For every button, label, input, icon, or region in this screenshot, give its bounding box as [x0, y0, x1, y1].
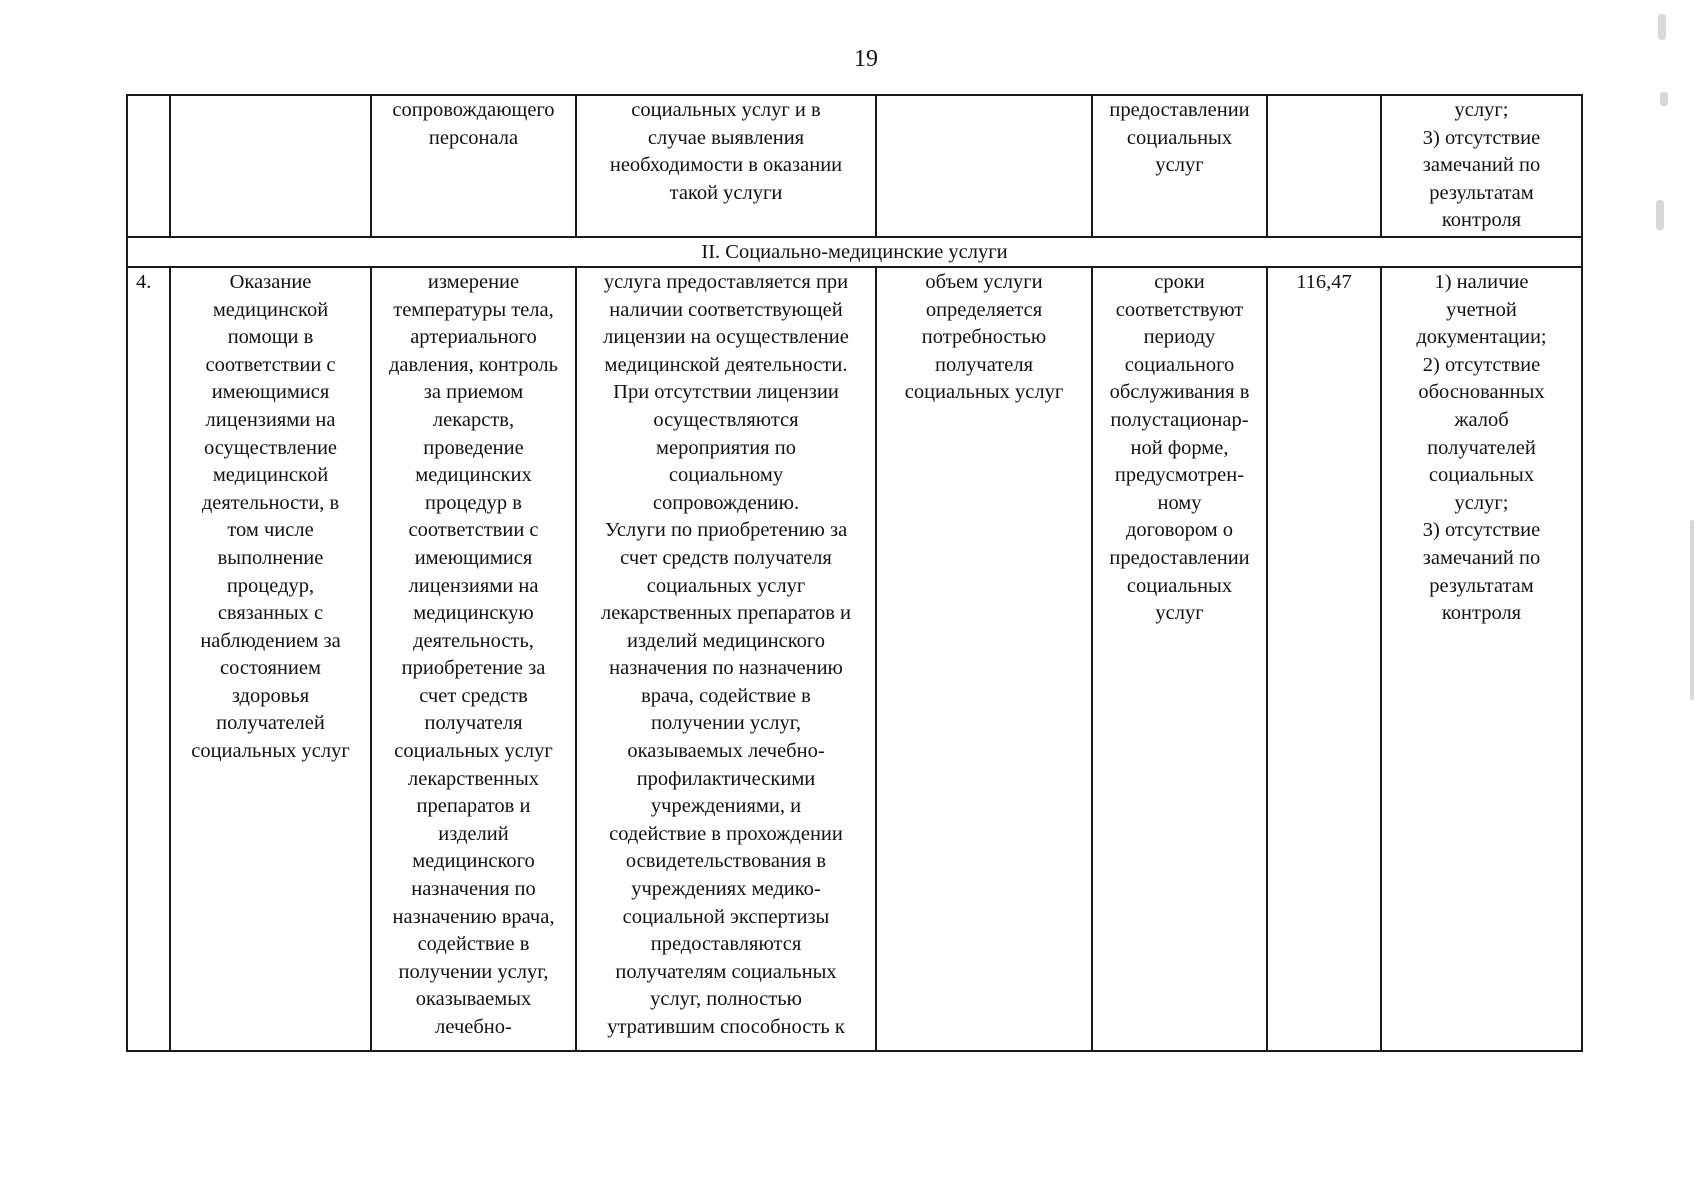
cell-line: результатам [1429, 574, 1534, 597]
cell-line: процедур в [424, 491, 522, 514]
cont-cell-volume [876, 95, 1092, 237]
cont-cell-conditions [576, 95, 876, 237]
cell-line: медицинской деятельности. [604, 353, 848, 376]
cell-line: услуг; [1454, 491, 1509, 514]
service-terms [1092, 267, 1267, 1051]
cell-line: 2) отсутствие [1422, 353, 1541, 376]
cell-line: предоставлении [1109, 99, 1250, 121]
cell-line: осуществляются [653, 408, 799, 431]
cell-line: периоду [1143, 326, 1216, 349]
cell-line: содействие в прохождении [609, 822, 843, 845]
cont-cell-terms [1092, 95, 1267, 237]
cell-line: обоснованных [1418, 381, 1545, 404]
cell-line: изделий [438, 822, 509, 845]
cell-line: 3) отсутствие [1422, 126, 1541, 149]
cell-line: препаратов и [416, 795, 531, 818]
cell-line: случае выявления [647, 126, 805, 149]
cell-line: персонала [428, 126, 519, 149]
cell-line: помощи в [227, 326, 314, 349]
cell-line: давления, контроль [388, 353, 559, 376]
cell-line: лицензиями на [408, 574, 539, 597]
cell-line: состоянием [220, 657, 321, 680]
cell-line: профилактическими [636, 767, 816, 790]
cont-cell-name [170, 95, 371, 237]
cell-line: социальных услуг и в [631, 99, 821, 121]
cell-line: сопровождающего [392, 99, 555, 121]
cell-line: оказываемых [415, 988, 532, 1011]
cell-line: социальных услуг [191, 740, 350, 763]
cell-line: проведение [423, 436, 524, 459]
cell-line: предоставлении [1109, 546, 1250, 569]
cell-line: 1) наличие [1434, 270, 1529, 293]
page-number: 19 [854, 46, 878, 72]
service-quality [1381, 267, 1582, 1051]
cell-line: учетной [1446, 298, 1517, 321]
cell-line: здоровья [231, 684, 310, 707]
cell-line: том числе [227, 519, 314, 542]
cell-line: лекарств, [432, 408, 515, 431]
cell-line: социальных [1428, 464, 1535, 487]
cell-line: лечебно- [435, 1016, 512, 1038]
cell-line: наблюдением за [200, 629, 341, 652]
services-table [126, 94, 1583, 1052]
cell-line: замечаний по [1422, 154, 1541, 177]
service-content [371, 267, 576, 1051]
cell-line: Услуги по приобретению за [604, 519, 848, 542]
service-row [127, 267, 1582, 1051]
cell-line: учреждениями, и [650, 795, 802, 818]
continuation-row [127, 95, 1582, 237]
cell-line: деятельности, в [201, 491, 340, 514]
cell-line: деятельность, [413, 629, 534, 652]
cell-line: ной форме, [1130, 436, 1229, 459]
scan-artifact [1658, 14, 1666, 40]
cont-cell-quality [1381, 95, 1582, 237]
cell-line: социальных услуг [904, 381, 1064, 404]
cell-line: результатам [1429, 181, 1534, 204]
cell-line: услуг, полностью [650, 988, 802, 1011]
cell-line: потребностью [921, 326, 1047, 349]
cell-line: процедур, [226, 574, 315, 597]
cell-line: социального [1124, 353, 1235, 376]
cell-line: счет средств получателя [620, 546, 832, 569]
cell-line: имеющимися [414, 546, 533, 569]
cell-line: договором о [1125, 519, 1234, 542]
cell-line: получении услуг, [651, 712, 801, 735]
cell-line: соответствуют [1115, 298, 1244, 321]
cell-line: обслуживания в [1109, 381, 1250, 404]
service-number: 4. [127, 267, 170, 1051]
cell-line: контроля [1441, 209, 1522, 232]
cell-line: социальных услуг [394, 740, 553, 763]
cell-line: приобретение за [401, 657, 546, 680]
cell-line: услуг [1155, 602, 1204, 625]
cell-line: При отсутствии лицензии [613, 381, 839, 404]
cell-line: получателям социальных [615, 960, 837, 983]
cont-cell-content [371, 95, 576, 237]
cell-line: наличии соответствующей [609, 298, 843, 321]
cell-line: медицинского [412, 850, 535, 873]
cell-line: предоставляются [650, 933, 802, 956]
cell-line: услуга предоставляется при [603, 270, 849, 293]
cell-line: соответствии с [408, 519, 539, 542]
cell-line: такой услуги [669, 181, 783, 204]
cell-line: получателя [934, 353, 1034, 376]
cell-line: жалоб [1454, 408, 1509, 431]
cell-line: получателя [424, 712, 523, 735]
service-name [170, 267, 371, 1051]
cell-line: назначению врача, [392, 905, 555, 928]
scan-artifact [1690, 520, 1694, 700]
cell-line: связанных с [217, 602, 324, 625]
cell-line: выполнение [217, 546, 324, 569]
cell-line: сопровождению. [652, 491, 800, 514]
cell-line: 3) отсутствие [1422, 519, 1541, 542]
cell-line: медицинской [212, 298, 329, 321]
cell-line: содействие в [417, 933, 530, 956]
cell-line: получателей [216, 712, 325, 735]
cell-line: лекарственных [407, 767, 539, 790]
cell-line: объем услуги [925, 270, 1043, 293]
cell-line: осуществление [203, 436, 338, 459]
cell-line: врача, содействие в [641, 684, 811, 707]
cell-line: мероприятия по [656, 436, 796, 459]
cell-line: ному [1157, 491, 1202, 514]
cell-line: предусмотрен- [1114, 464, 1245, 487]
cell-line: освидетельствования в [625, 850, 827, 873]
cell-line: социальному [668, 464, 784, 487]
cont-cell-number [127, 95, 170, 237]
cell-line: лицензии на осуществление [603, 326, 849, 349]
cell-line: имеющимися [211, 381, 330, 404]
cell-line: температуры тела, [393, 298, 554, 321]
cell-line: лекарственных препаратов и [600, 602, 852, 625]
cell-line: лицензиями на [205, 408, 336, 431]
cell-line: сроки [1154, 270, 1205, 293]
cell-line: медицинской [212, 464, 329, 487]
cell-line: назначения по назначению [609, 657, 843, 680]
cell-line: медицинскую [413, 602, 534, 625]
cell-line: назначения по [411, 878, 536, 901]
cell-line: измерение [427, 270, 520, 293]
cell-line: Оказание [229, 270, 312, 293]
cell-line: социальных [1126, 126, 1233, 149]
cell-line: получении услуг, [398, 960, 549, 983]
cell-line: изделий медицинского [626, 629, 826, 652]
service-volume [876, 267, 1092, 1051]
scan-artifact [1656, 200, 1664, 230]
cell-line: утратившим способность к [607, 1016, 845, 1038]
cell-line: услуг [1155, 154, 1204, 177]
section-row [127, 237, 1582, 267]
cell-line: определяется [925, 298, 1043, 321]
cell-line: необходимости в оказании [609, 154, 843, 177]
cell-line: артериального [410, 326, 537, 349]
service-tariff: 116,47 [1267, 267, 1381, 1051]
section-title: II. Социально-медицинские услуги [127, 237, 1582, 267]
cell-line: документации; [1416, 326, 1547, 349]
cell-line: учреждениях медико- [631, 878, 821, 901]
cell-line: замечаний по [1422, 546, 1541, 569]
cell-line: оказываемых лечебно- [627, 740, 825, 763]
cell-line: за приемом [423, 381, 524, 404]
cell-line: контроля [1441, 602, 1522, 625]
cell-line: социальных [1126, 574, 1233, 597]
cell-line: социальной экспертизы [622, 905, 830, 928]
cell-line: получателей [1427, 436, 1536, 459]
cell-line: полустационар- [1110, 408, 1249, 431]
cell-line: социальных услуг [646, 574, 806, 597]
cell-line: услуг; [1454, 99, 1509, 121]
cell-line: медицинских [415, 464, 532, 487]
scan-artifact [1660, 92, 1668, 106]
cell-line: соответствии с [205, 353, 336, 376]
service-conditions [576, 267, 876, 1051]
cell-line: счет средств [419, 684, 528, 707]
cont-cell-tariff [1267, 95, 1381, 237]
